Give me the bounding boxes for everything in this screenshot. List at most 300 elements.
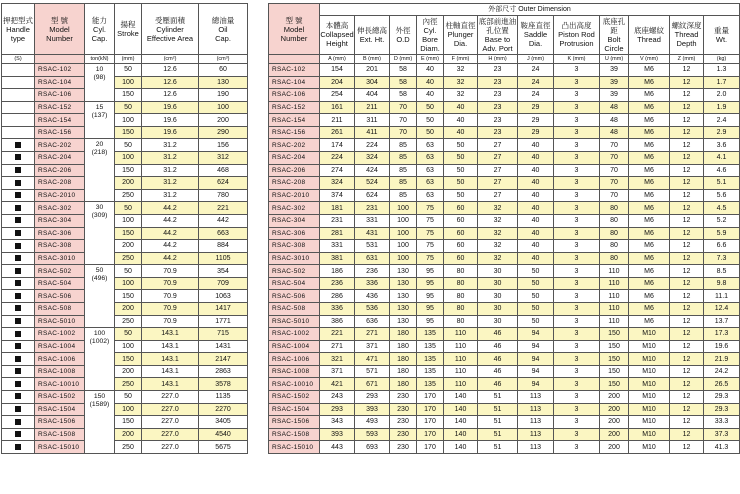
dimension-column-header bbox=[390, 15, 417, 54]
dimension-cell: 274 bbox=[320, 164, 355, 177]
dimension-cell: 110 bbox=[600, 277, 629, 290]
model-number-cell: RSAC-106 bbox=[269, 89, 320, 102]
table-row bbox=[269, 76, 740, 89]
cylinder-capacity-cell bbox=[85, 328, 115, 391]
dimension-cell: 46 bbox=[478, 340, 518, 353]
area-cell: 19.6 bbox=[142, 126, 199, 139]
dimension-cell: 63 bbox=[417, 189, 444, 202]
model-number-cell: RSAC-1006 bbox=[35, 353, 85, 366]
dimension-cell: 293 bbox=[355, 391, 390, 404]
dimension-cell: 293 bbox=[320, 403, 355, 416]
capacity-kn: (218) bbox=[91, 149, 108, 157]
stroke-cell: 200 bbox=[115, 428, 142, 441]
model-number-header: 型 號 Model Number bbox=[35, 4, 85, 55]
dimension-cell: 63 bbox=[417, 139, 444, 152]
stroke-cell: 150 bbox=[115, 227, 142, 240]
dimension-cell: 41.3 bbox=[704, 441, 740, 454]
dimension-cell: 170 bbox=[417, 416, 444, 429]
dimension-cell: 631 bbox=[355, 252, 390, 265]
column-unit: (kg) bbox=[704, 55, 740, 64]
capacity-ton: 30 bbox=[95, 204, 104, 212]
model-number-cell: RSAC-304 bbox=[269, 214, 320, 227]
area-cell: 143.1 bbox=[142, 340, 199, 353]
dimension-cell: M6 bbox=[629, 202, 670, 215]
model-number-cell: RSAC-308 bbox=[269, 240, 320, 253]
column-unit: A (mm) bbox=[320, 55, 355, 64]
handle-type-cell bbox=[2, 240, 35, 253]
handle-type-cell bbox=[2, 139, 35, 152]
area-cell: 44.2 bbox=[142, 214, 199, 227]
right-model-unit bbox=[269, 55, 320, 64]
handle-type-cell bbox=[2, 177, 35, 190]
table-row bbox=[2, 252, 248, 265]
column-en-label: Collapsed Height bbox=[320, 30, 354, 49]
model-number-cell: RSAC-1502 bbox=[269, 391, 320, 404]
dimension-cell: 12 bbox=[670, 227, 704, 240]
dimension-cell: 27 bbox=[478, 152, 518, 165]
dimension-cell: M6 bbox=[629, 302, 670, 315]
oil-unit: (cm³) bbox=[199, 55, 248, 64]
dimension-cell: 70 bbox=[600, 139, 629, 152]
table-row bbox=[269, 164, 740, 177]
dimension-cell: 170 bbox=[417, 428, 444, 441]
dimension-cell: 40 bbox=[518, 164, 554, 177]
stroke-cell: 200 bbox=[115, 240, 142, 253]
table-row bbox=[269, 177, 740, 190]
table-row bbox=[2, 403, 248, 416]
table-row bbox=[269, 340, 740, 353]
dimension-cell: 39 bbox=[600, 76, 629, 89]
column-en-label: Thread Depth bbox=[674, 30, 699, 49]
dimension-cell: 70 bbox=[600, 189, 629, 202]
dimension-cell: 40 bbox=[518, 189, 554, 202]
dimension-cell: 12 bbox=[670, 89, 704, 102]
model-number-cell: RSAC-1508 bbox=[35, 428, 85, 441]
dimension-cell: 140 bbox=[444, 428, 478, 441]
dimension-cell: 29 bbox=[518, 114, 554, 127]
handle-type-cell bbox=[2, 277, 35, 290]
dimension-cell: M6 bbox=[629, 139, 670, 152]
oil-cell: 354 bbox=[199, 265, 248, 278]
dimension-cell: 181 bbox=[320, 202, 355, 215]
dimension-cell: 23 bbox=[478, 126, 518, 139]
stroke-cell: 200 bbox=[115, 177, 142, 190]
dimension-cell: 200 bbox=[600, 416, 629, 429]
dimension-cell: 2.4 bbox=[704, 114, 740, 127]
dimension-cell: 110 bbox=[600, 315, 629, 328]
dimension-cell: 12 bbox=[670, 391, 704, 404]
handle-type-cell bbox=[2, 403, 35, 416]
dimension-cell: 39 bbox=[600, 64, 629, 77]
dimension-cell: 135 bbox=[417, 378, 444, 391]
dimension-cell: 3 bbox=[554, 416, 600, 429]
dimension-cell: 51 bbox=[478, 416, 518, 429]
table-row bbox=[269, 441, 740, 454]
dimension-cell: 110 bbox=[444, 378, 478, 391]
column-en-label: Bolt Circle bbox=[604, 34, 624, 53]
dimension-cell: 1.7 bbox=[704, 76, 740, 89]
dimension-cell: M10 bbox=[629, 416, 670, 429]
dimension-column-header bbox=[478, 15, 518, 54]
oil-cell: 1063 bbox=[199, 290, 248, 303]
model-number-cell: RSAC-204 bbox=[269, 152, 320, 165]
handle-marker-icon bbox=[15, 192, 21, 198]
column-unit: Z (mm) bbox=[670, 55, 704, 64]
dimension-cell: 37.3 bbox=[704, 428, 740, 441]
dimension-cell: 60 bbox=[444, 202, 478, 215]
model-number-cell: RSAC-506 bbox=[35, 290, 85, 303]
dimension-cell: 12 bbox=[670, 365, 704, 378]
table-row bbox=[269, 214, 740, 227]
table-row bbox=[2, 365, 248, 378]
handle-marker-icon bbox=[15, 268, 21, 274]
dimension-cell: 110 bbox=[444, 328, 478, 341]
model-number-cell: RSAC-204 bbox=[35, 152, 85, 165]
dimension-cell: 12 bbox=[670, 277, 704, 290]
dimension-cell: 27 bbox=[478, 189, 518, 202]
dimension-cell: 336 bbox=[355, 277, 390, 290]
dimension-cell: 95 bbox=[417, 315, 444, 328]
dimension-cell: 12 bbox=[670, 441, 704, 454]
dimension-cell: M6 bbox=[629, 76, 670, 89]
handle-marker-icon bbox=[15, 230, 21, 236]
table-row bbox=[2, 391, 248, 404]
model-number-cell: RSAC-1002 bbox=[35, 328, 85, 341]
stroke-unit: (mm) bbox=[115, 55, 142, 64]
model-number-cell: RSAC-302 bbox=[269, 202, 320, 215]
model-number-cell: RSAC-2010 bbox=[269, 189, 320, 202]
dimension-cell: 3 bbox=[554, 177, 600, 190]
stroke-cell: 250 bbox=[115, 189, 142, 202]
dimension-cell: 50 bbox=[417, 114, 444, 127]
dimension-cell: 336 bbox=[320, 302, 355, 315]
table-row bbox=[269, 139, 740, 152]
dimension-cell: 211 bbox=[320, 114, 355, 127]
dimension-cell: 180 bbox=[390, 378, 417, 391]
dimension-cell: 150 bbox=[600, 365, 629, 378]
dimension-column-header bbox=[670, 15, 704, 54]
model-number-cell: RSAC-504 bbox=[35, 277, 85, 290]
dimension-column-header bbox=[320, 15, 355, 54]
area-cell: 227.0 bbox=[142, 403, 199, 416]
handle-marker-icon bbox=[15, 180, 21, 186]
dimension-cell: M10 bbox=[629, 391, 670, 404]
dimension-cell: 40 bbox=[518, 240, 554, 253]
dimension-cell: M10 bbox=[629, 428, 670, 441]
oil-cell: 442 bbox=[199, 214, 248, 227]
dimension-cell: 135 bbox=[417, 328, 444, 341]
area-cell: 44.2 bbox=[142, 202, 199, 215]
dimension-cell: 75 bbox=[417, 227, 444, 240]
dimension-cell: 230 bbox=[390, 441, 417, 454]
dimension-cell: M6 bbox=[629, 252, 670, 265]
dimension-cell: 3 bbox=[554, 403, 600, 416]
dimension-cell: 23 bbox=[478, 64, 518, 77]
right-model-number-header: 型 號 Model Number bbox=[269, 4, 320, 55]
dimension-cell: 130 bbox=[390, 265, 417, 278]
dimension-cell: 150 bbox=[600, 353, 629, 366]
handle-type-cell bbox=[2, 328, 35, 341]
dimension-cell: 30 bbox=[478, 302, 518, 315]
column-unit: E (mm) bbox=[417, 55, 444, 64]
cylinder-capacity-cell bbox=[85, 139, 115, 202]
dimension-cell: 29 bbox=[518, 126, 554, 139]
stroke-cell: 150 bbox=[115, 89, 142, 102]
dimension-cell: 85 bbox=[390, 152, 417, 165]
model-number-cell: RSAC-202 bbox=[35, 139, 85, 152]
dimension-cell: 3 bbox=[554, 164, 600, 177]
dimension-cell: 3 bbox=[554, 202, 600, 215]
dimension-cell: 113 bbox=[518, 441, 554, 454]
dimension-cell: 130 bbox=[390, 290, 417, 303]
table-row bbox=[269, 365, 740, 378]
model-number-cell: RSAC-15010 bbox=[35, 441, 85, 454]
dimension-cell: 443 bbox=[320, 441, 355, 454]
dimension-cell: 80 bbox=[600, 252, 629, 265]
table-row bbox=[2, 416, 248, 429]
oil-cell: 130 bbox=[199, 76, 248, 89]
dimension-cell: 201 bbox=[355, 64, 390, 77]
oil-cell: 468 bbox=[199, 164, 248, 177]
dimension-cell: 85 bbox=[390, 139, 417, 152]
capacity-table bbox=[1, 3, 248, 454]
model-number-cell: RSAC-306 bbox=[269, 227, 320, 240]
stroke-cell: 150 bbox=[115, 353, 142, 366]
handle-type-cell bbox=[2, 152, 35, 165]
dimension-cell: 140 bbox=[444, 403, 478, 416]
dimension-cell: 100 bbox=[390, 252, 417, 265]
oil-cell: 624 bbox=[199, 177, 248, 190]
dimension-cell: 24.2 bbox=[704, 365, 740, 378]
dimension-cell: 8.5 bbox=[704, 265, 740, 278]
handle-type-cell bbox=[2, 202, 35, 215]
model-number-cell: RSAC-208 bbox=[35, 177, 85, 190]
column-unit: U (mm) bbox=[600, 55, 629, 64]
model-number-cell: RSAC-1008 bbox=[35, 365, 85, 378]
stroke-cell: 100 bbox=[115, 214, 142, 227]
dimension-cell: 17.3 bbox=[704, 328, 740, 341]
dimension-cell: M6 bbox=[629, 152, 670, 165]
dimension-cell: 3 bbox=[554, 101, 600, 114]
dimension-cell: 12 bbox=[670, 126, 704, 139]
column-unit: V (mm) bbox=[629, 55, 670, 64]
model-number-cell: RSAC-1506 bbox=[35, 416, 85, 429]
dimension-cell: 70 bbox=[600, 152, 629, 165]
dimension-cell: 236 bbox=[320, 277, 355, 290]
dimension-cell: 404 bbox=[355, 89, 390, 102]
column-unit: F (mm) bbox=[444, 55, 478, 64]
oil-cell: 1431 bbox=[199, 340, 248, 353]
area-cell: 31.2 bbox=[142, 139, 199, 152]
model-number-cell: RSAC-502 bbox=[35, 265, 85, 278]
column-en-label: Base to Adv. Port bbox=[482, 34, 513, 53]
column-zh-label: 螺紋深度 bbox=[671, 21, 702, 31]
dimension-cell: 12 bbox=[670, 189, 704, 202]
dimension-cell: M10 bbox=[629, 340, 670, 353]
dimension-cell: 60 bbox=[444, 240, 478, 253]
area-cell: 70.9 bbox=[142, 315, 199, 328]
stroke-cell: 50 bbox=[115, 265, 142, 278]
column-zh-label: 凸出高度 bbox=[561, 21, 592, 31]
cylinder-capacity-cell bbox=[85, 265, 115, 328]
dimension-cell: 221 bbox=[320, 328, 355, 341]
dimension-cell: 3 bbox=[554, 64, 600, 77]
dimension-cell: 180 bbox=[390, 328, 417, 341]
dimension-cell: 493 bbox=[355, 416, 390, 429]
oil-cell: 156 bbox=[199, 139, 248, 152]
column-zh-label: 柱軸直徑 bbox=[445, 21, 476, 31]
dimension-cell: M6 bbox=[629, 177, 670, 190]
dimension-cell: 12 bbox=[670, 214, 704, 227]
model-number-cell: RSAC-1004 bbox=[269, 340, 320, 353]
dimension-cell: 12 bbox=[670, 177, 704, 190]
dimension-cell: 27 bbox=[478, 177, 518, 190]
model-number-cell: RSAC-302 bbox=[35, 202, 85, 215]
capacity-ton: 50 bbox=[95, 267, 104, 275]
table-row bbox=[269, 315, 740, 328]
area-cell: 12.6 bbox=[142, 64, 199, 77]
dimension-cell: M6 bbox=[629, 64, 670, 77]
stroke-cell: 50 bbox=[115, 391, 142, 404]
handle-type-cell bbox=[2, 265, 35, 278]
dimension-cell: 12 bbox=[670, 340, 704, 353]
dimension-cell: 32 bbox=[478, 240, 518, 253]
dimension-cell: 51 bbox=[478, 441, 518, 454]
dimension-cell: 161 bbox=[320, 101, 355, 114]
column-unit: K (mm) bbox=[554, 55, 600, 64]
dimension-cell: 32 bbox=[478, 227, 518, 240]
model-number-cell: RSAC-206 bbox=[35, 164, 85, 177]
dimension-cell: 12 bbox=[670, 252, 704, 265]
model-number-cell: RSAC-156 bbox=[35, 126, 85, 139]
handle-marker-icon bbox=[15, 343, 21, 349]
dimension-cell: 431 bbox=[355, 227, 390, 240]
table-row bbox=[269, 189, 740, 202]
table-row bbox=[2, 139, 248, 152]
dimension-cell: 231 bbox=[320, 214, 355, 227]
dimension-cell: 571 bbox=[355, 365, 390, 378]
dimension-cell: 3 bbox=[554, 252, 600, 265]
oil-cell: 1135 bbox=[199, 391, 248, 404]
dimension-cell: 80 bbox=[444, 315, 478, 328]
stroke-cell: 50 bbox=[115, 202, 142, 215]
area-cell: 12.6 bbox=[142, 89, 199, 102]
dimension-cell: 140 bbox=[444, 391, 478, 404]
oil-cell: 60 bbox=[199, 64, 248, 77]
dimension-cell: 3 bbox=[554, 428, 600, 441]
model-number-cell: RSAC-102 bbox=[35, 64, 85, 77]
table-row bbox=[269, 302, 740, 315]
dimension-cell: 3 bbox=[554, 189, 600, 202]
dimension-cell: 12 bbox=[670, 315, 704, 328]
dimension-cell: 150 bbox=[600, 340, 629, 353]
column-zh-label: 重量 bbox=[714, 25, 730, 35]
dimension-cell: 80 bbox=[444, 265, 478, 278]
dimension-cell: 154 bbox=[320, 64, 355, 77]
dimension-cell: 48 bbox=[600, 101, 629, 114]
dimension-cell: 40 bbox=[417, 89, 444, 102]
table-row bbox=[269, 416, 740, 429]
dimension-cell: 110 bbox=[600, 290, 629, 303]
cylinder-capacity-cell bbox=[85, 64, 115, 102]
column-en-label: Wt. bbox=[715, 34, 728, 44]
dimension-cell: 3 bbox=[554, 441, 600, 454]
model-number-cell: RSAC-502 bbox=[269, 265, 320, 278]
dimension-cell: 150 bbox=[600, 328, 629, 341]
dimension-cell: 2.9 bbox=[704, 126, 740, 139]
stroke-cell: 250 bbox=[115, 378, 142, 391]
capacity-kn: (1589) bbox=[89, 401, 110, 409]
dimension-cell: 12 bbox=[670, 114, 704, 127]
dimension-cell: 1.3 bbox=[704, 64, 740, 77]
dimension-cell: 58 bbox=[390, 76, 417, 89]
dimension-cell: 3.6 bbox=[704, 139, 740, 152]
dimension-cell: 50 bbox=[417, 101, 444, 114]
stroke-cell: 50 bbox=[115, 328, 142, 341]
dimension-cell: 32 bbox=[444, 89, 478, 102]
model-number-cell: RSAC-3010 bbox=[35, 252, 85, 265]
table-row bbox=[2, 76, 248, 89]
dimension-cell: 170 bbox=[417, 403, 444, 416]
column-unit: H (mm) bbox=[478, 55, 518, 64]
dimension-cell: M6 bbox=[629, 164, 670, 177]
dimension-cell: 671 bbox=[355, 378, 390, 391]
dimension-cell: M10 bbox=[629, 353, 670, 366]
dimension-cell: 200 bbox=[600, 441, 629, 454]
dimension-cell: 12 bbox=[670, 64, 704, 77]
dimension-cell: 23 bbox=[478, 101, 518, 114]
dimension-cell: 5.9 bbox=[704, 227, 740, 240]
dimension-cell: 286 bbox=[320, 290, 355, 303]
handle-marker-icon bbox=[15, 419, 21, 425]
handle-type-cell bbox=[2, 378, 35, 391]
effective-area-header: 受壓面積 Cylinder Effective Area bbox=[142, 4, 199, 55]
column-zh-label: 底部前進油孔位置 bbox=[478, 16, 517, 35]
cylinder-capacity-header: 能力 Cyl. Cap. bbox=[85, 4, 115, 55]
column-en-label: Plunger Dia. bbox=[447, 30, 474, 49]
capacity-kn: (496) bbox=[91, 275, 108, 283]
dimension-cell: 80 bbox=[600, 240, 629, 253]
table-row bbox=[2, 428, 248, 441]
dimension-cell: 50 bbox=[518, 290, 554, 303]
model-number-cell: RSAC-1504 bbox=[35, 403, 85, 416]
dimension-column-header bbox=[704, 15, 740, 54]
dimension-cell: 32 bbox=[444, 76, 478, 89]
dimension-cell: 60 bbox=[444, 252, 478, 265]
dimension-cell: 4.1 bbox=[704, 152, 740, 165]
dimension-cell: M6 bbox=[629, 101, 670, 114]
column-zh-label: 內徑 bbox=[422, 16, 438, 26]
dimension-cell: 32 bbox=[478, 202, 518, 215]
dimension-cell: 32 bbox=[444, 64, 478, 77]
dimension-cell: 200 bbox=[600, 391, 629, 404]
dimension-cell: 3 bbox=[554, 89, 600, 102]
handle-marker-icon bbox=[15, 154, 21, 160]
handle-unit: (S) bbox=[2, 55, 35, 64]
model-number-cell: RSAC-1002 bbox=[269, 328, 320, 341]
dimension-cell: M10 bbox=[629, 328, 670, 341]
dimension-cell: 40 bbox=[417, 64, 444, 77]
dimension-cell: 50 bbox=[518, 315, 554, 328]
dimension-cell: 5.6 bbox=[704, 189, 740, 202]
table-row bbox=[269, 428, 740, 441]
stroke-header: 揚程 Stroke bbox=[115, 4, 142, 55]
area-cell: 70.9 bbox=[142, 265, 199, 278]
column-zh-label: 外徑 bbox=[395, 25, 411, 35]
oil-cell: 200 bbox=[199, 114, 248, 127]
capacity-unit: ton(kN) bbox=[85, 55, 115, 64]
dimension-cell: 24 bbox=[518, 64, 554, 77]
